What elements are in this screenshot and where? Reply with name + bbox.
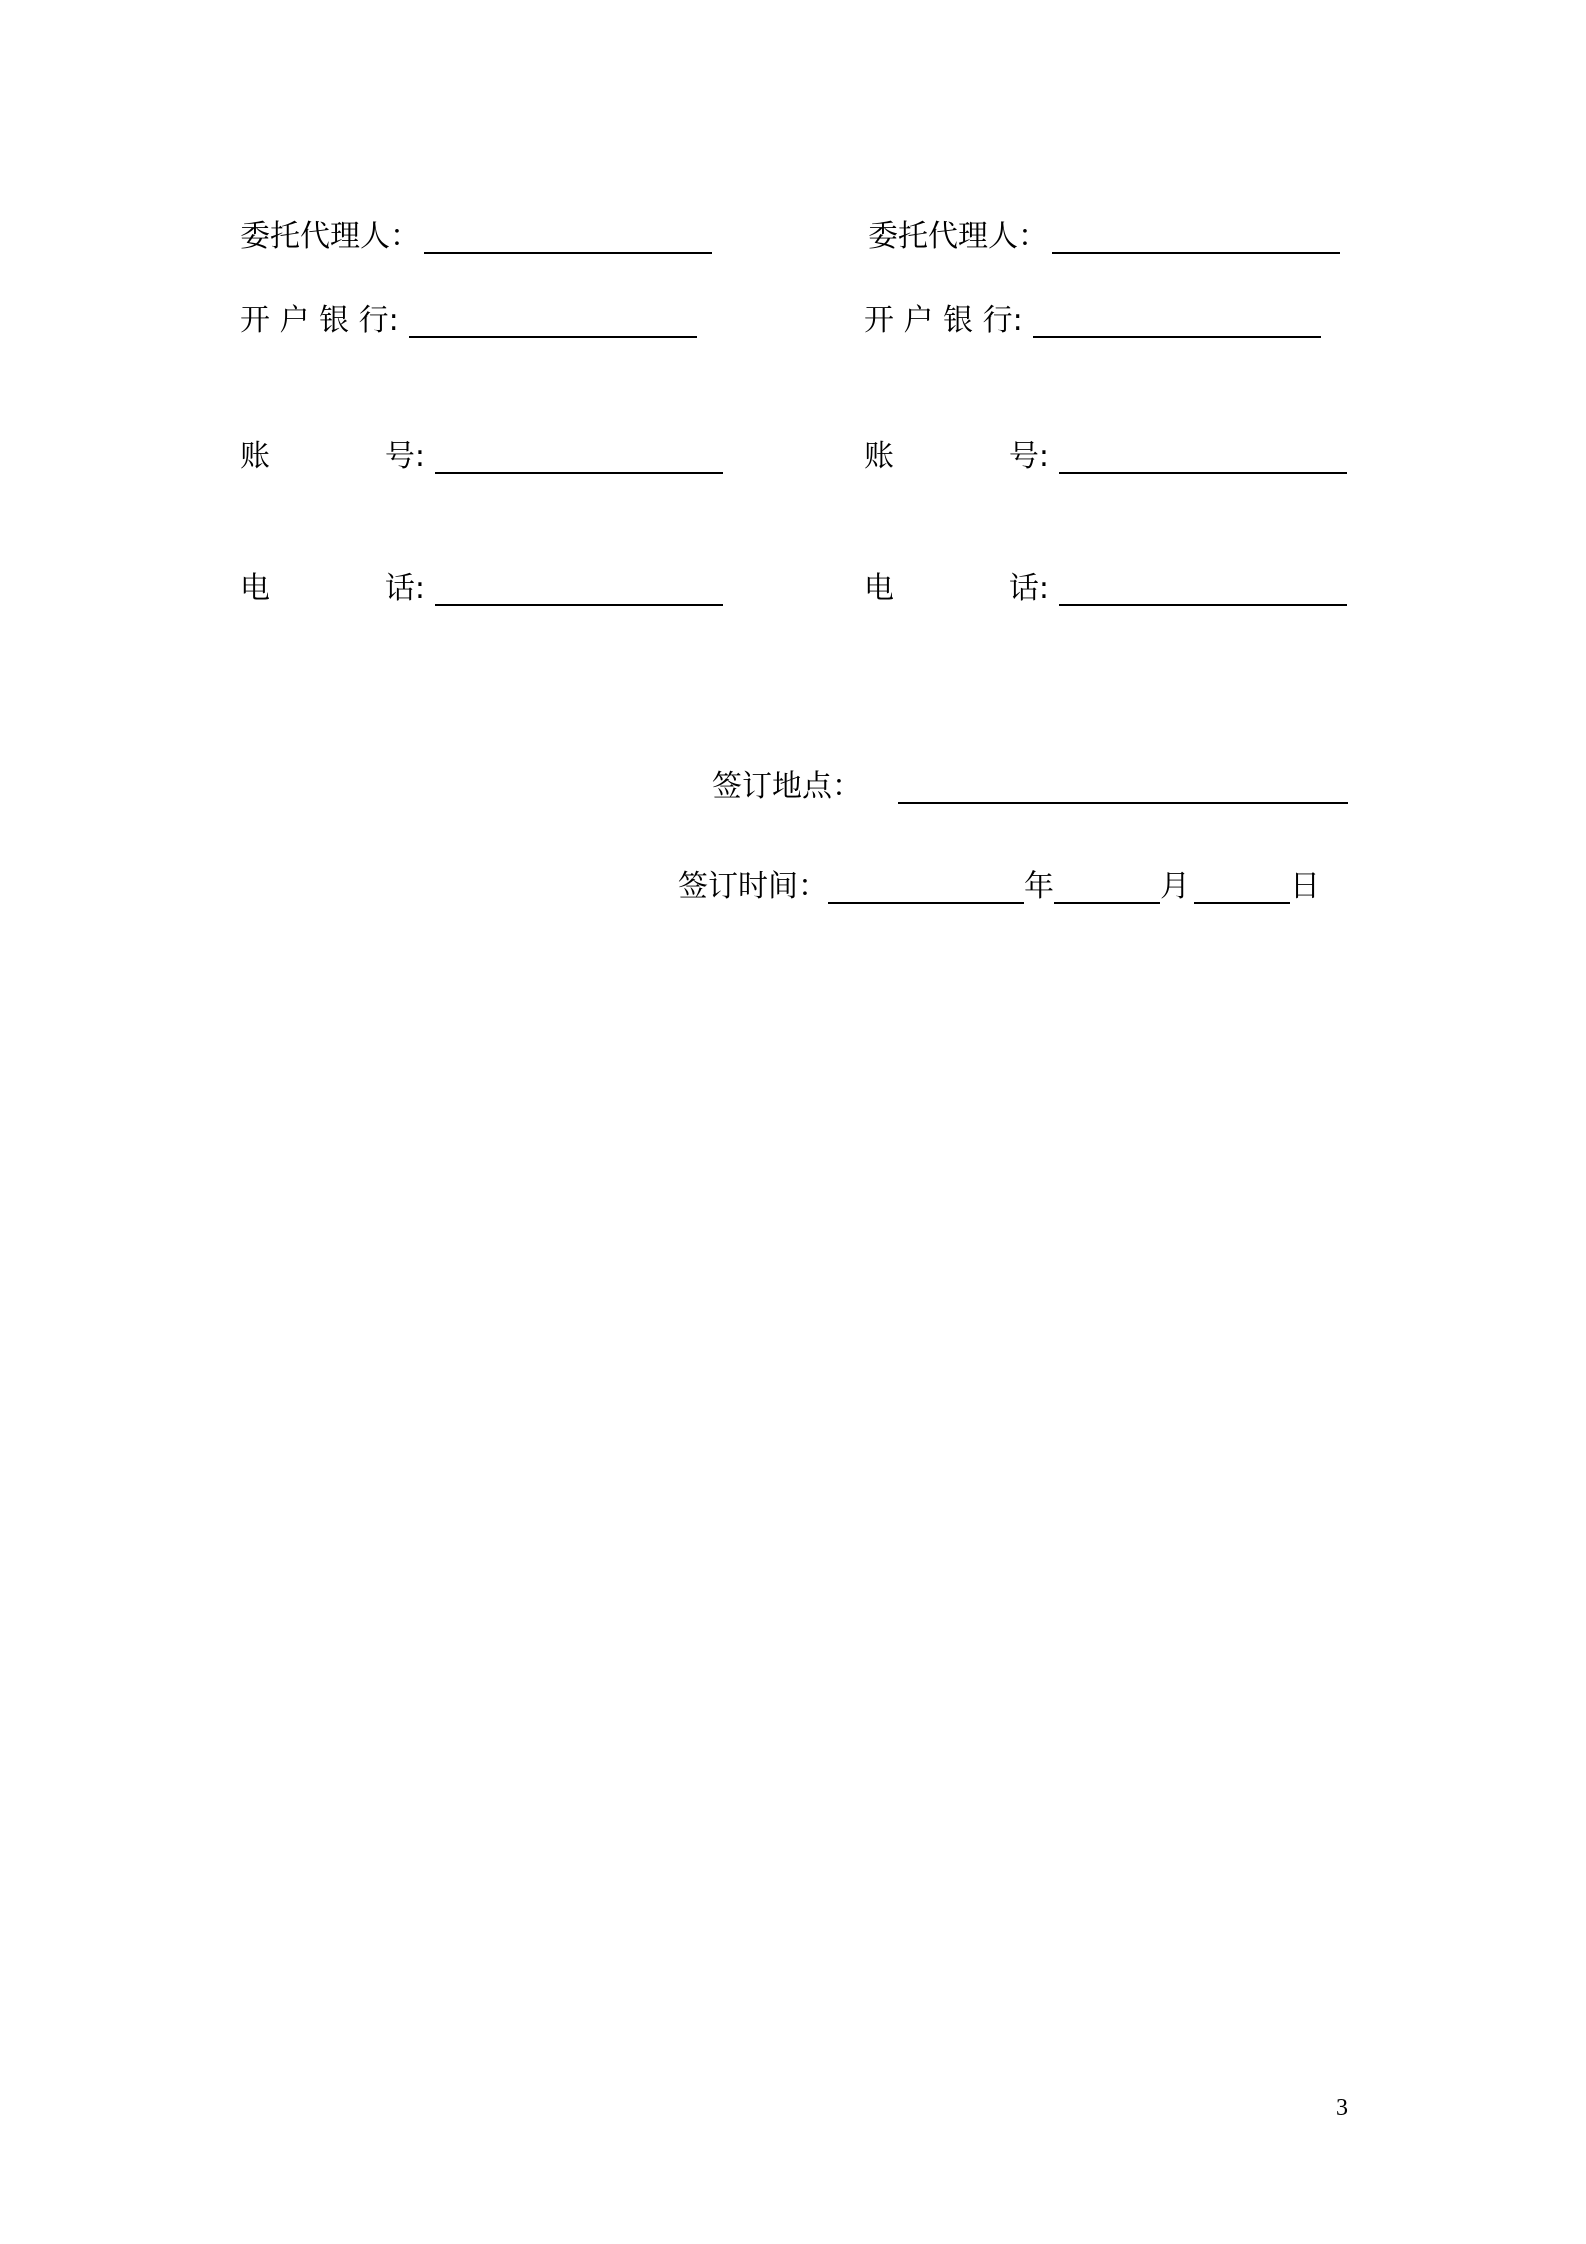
signing-day-label: 日 — [1290, 869, 1320, 904]
signing-day-blank[interactable] — [1194, 872, 1290, 904]
left-bank-row — [240, 298, 697, 338]
right-phone-label-second: 话: — [1008, 571, 1049, 606]
right-bank-blank[interactable] — [1033, 306, 1321, 338]
right-account-row — [864, 434, 1347, 474]
signing-place-blank[interactable] — [898, 772, 1348, 804]
left-phone-label — [240, 572, 425, 606]
left-account-label-second: 号: — [384, 439, 425, 474]
left-bank-blank[interactable] — [409, 306, 697, 338]
left-account-row — [240, 434, 723, 474]
signing-place-label: 签订地点： — [712, 769, 862, 804]
left-account-blank[interactable] — [435, 442, 723, 474]
left-phone-label-first: 电 — [240, 571, 270, 606]
signing-place-row — [712, 764, 1348, 804]
right-phone-blank[interactable] — [1059, 574, 1347, 606]
left-agent-label: 委托代理人： — [240, 219, 420, 254]
signing-month-label: 月 — [1160, 869, 1190, 904]
right-bank-row — [864, 298, 1321, 338]
right-account-label — [864, 440, 1049, 474]
left-account-label — [240, 440, 425, 474]
signing-month-blank[interactable] — [1054, 872, 1160, 904]
right-phone-label-first: 电 — [864, 571, 894, 606]
right-account-label-first: 账 — [864, 439, 894, 474]
right-phone-label — [864, 572, 1049, 606]
left-agent-blank[interactable] — [424, 222, 712, 254]
left-phone-label-second: 话: — [384, 571, 425, 606]
page-number: 3 — [1336, 2095, 1348, 2121]
right-account-blank[interactable] — [1059, 442, 1347, 474]
right-account-label-second: 号: — [1008, 439, 1049, 474]
signing-year-blank[interactable] — [828, 872, 1024, 904]
right-agent-row — [868, 214, 1340, 254]
left-account-label-first: 账 — [240, 439, 270, 474]
right-agent-blank[interactable] — [1052, 222, 1340, 254]
signing-time-label: 签订时间： — [678, 869, 828, 904]
left-phone-blank[interactable] — [435, 574, 723, 606]
right-agent-label: 委托代理人： — [868, 219, 1048, 254]
signing-year-label: 年 — [1024, 869, 1054, 904]
left-bank-label: 开 户 银 行: — [240, 303, 399, 338]
right-bank-label: 开 户 银 行: — [864, 303, 1023, 338]
left-phone-row — [240, 566, 723, 606]
left-agent-row — [240, 214, 712, 254]
right-phone-row — [864, 566, 1347, 606]
signing-time-row — [678, 864, 1320, 904]
